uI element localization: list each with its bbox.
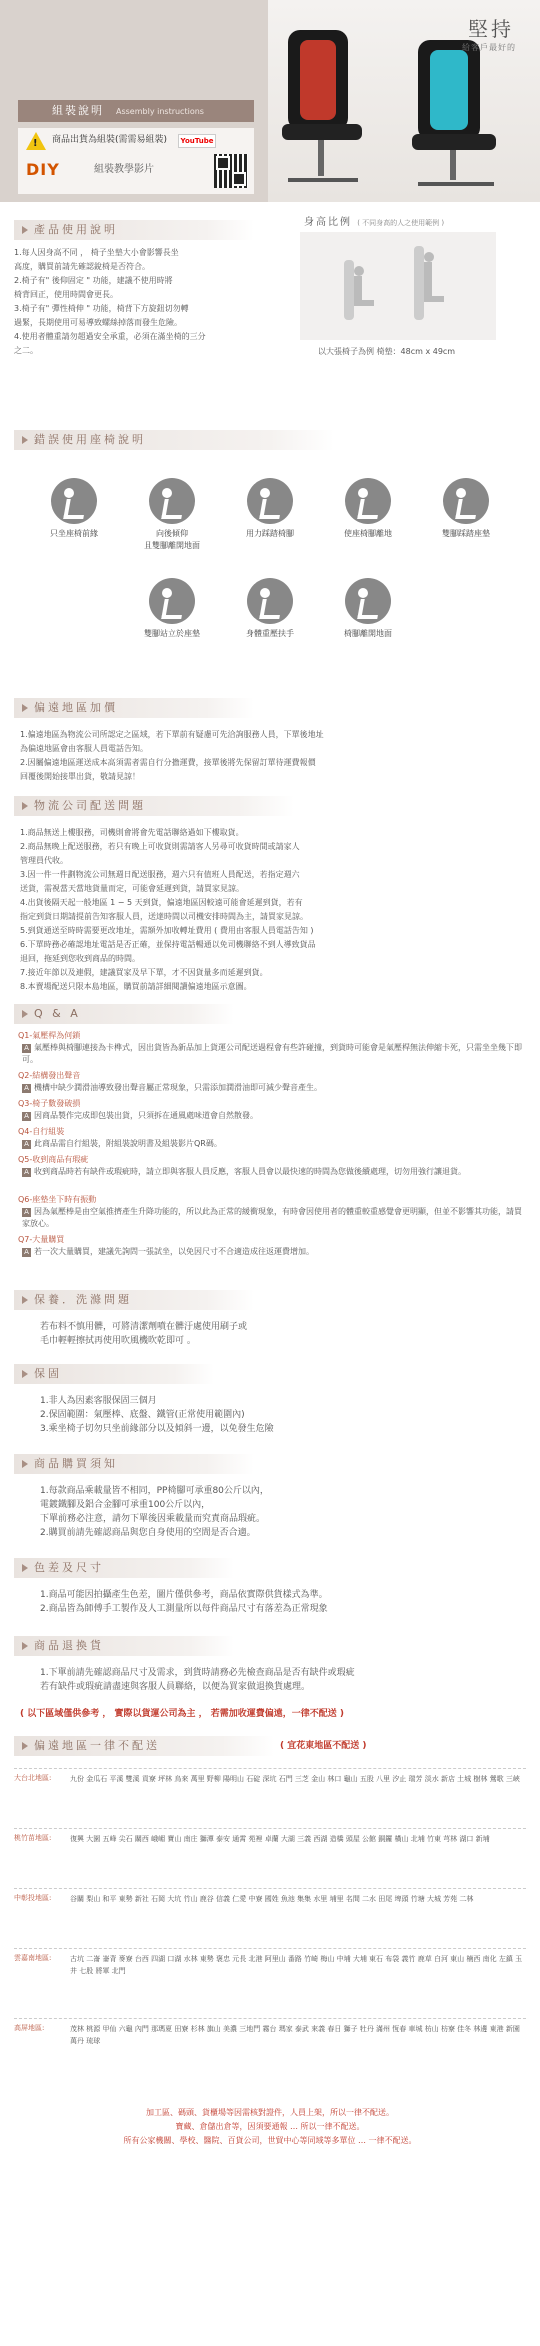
bottom-notes: 加工區、碼頭、貨櫃場等因需核對證件，人員上架，所以一律不配送。 寶藏、倉儲出倉等，因須要通報 … 所以一律不配送。 所有公家機關、學校、醫院、百貨公司，世貿中心等同域等多單位 … 一律不配送。 [123,2108,417,2145]
posture-icon [51,478,97,524]
wrong-usage-header: 錯誤使用座椅說明 [14,430,334,450]
posture-item-6: 雙腳站立於座墊 [136,578,208,640]
qa-question-1: Q1-氣壓桿為何鎖 [18,1031,81,1040]
remote-surcharge-header: 偏遠地區加價 [14,698,254,718]
returns-list: 1.下單前請先確認商品尺寸及需求，到貨時請務必先檢查商品是否有缺件或瑕疵 若有缺件或瑕疵請盡速與客服人員聯絡，以便為買家做退換貨處理。 [40,1668,355,1692]
qa-header: Q & A [14,1004,234,1024]
qa-answer-3: A 因商品製作完成即包裝出貨，只須拆在通風處味道會自然散發。 [22,1110,522,1122]
care-text: 若布料不慎用髒，可將清潔劑噴在髒汙處使用刷子或 毛巾輕輕擦拭再使用吹風機吹乾即可 。 [40,1322,248,1346]
qa-question-7: Q7-大量購買 [18,1235,65,1244]
area-row-1: 大台北地區: 九份 金瓜石 平溪 雙溪 貢寮 坪林 烏來 萬里 野柳 陽明山 石碇 深坑 石門 三芝 金山 林口 龜山 五股 八里 汐止 瑞芳 淡水 新店 土城 樹林 鶯歌 三峽 [14,1768,526,1824]
warranty-list: 1.非人為因素客服保固三個月 2.保固範圍：氣壓棒、底盤、鐵管(正常使用範圍內) 3.乘坐椅子切勿只坐前緣部分以及傾斜一邊，以免發生危險 [40,1396,274,1434]
purchase-list: 1.每款商品乘載量皆不相同，PP椅腳可承重80公斤以內， 電鍍鐵腳及鋁合金腳可承重100公斤以內， 下單前務必注意，請勿下單後因乘載量而究責商品瑕疵。 2.購買前請先確認商品與您自身使用的空間是否合適。 [40,1486,269,1538]
delivery-notice: ( 以下區域僅供參考 ， 實際以貨運公司為主 ， 若需加收運費偏遠，一律不配送 ) [20,1709,345,1719]
posture-item-7: 身體重壓扶手 [234,578,306,640]
posture-item-1: 只坐座椅前緣 [38,478,110,540]
warranty-header: 保固 [14,1364,214,1384]
body-ratio-figure [300,232,496,340]
posture-item-5: 雙腳踩踏座墊 [430,478,502,540]
assembly-en-label: Assembly instructions [116,107,204,116]
posture-item-2: 向後傾仰 且雙腳離開地面 [136,478,208,552]
returns-header: 商品退換貨 [14,1636,234,1656]
purchase-header: 商品購買須知 [14,1454,254,1474]
qa-answer-5: A 收到商品時若有缺件或瑕疵時，請立即與客服人員反應，客服人員會以最快速的時間為您做後續處理，切勿用強行讓退貨。 [22,1166,522,1178]
logistics-header: 物流公司配送問題 [14,796,294,816]
posture-item-3: 用力踩踏椅腳 [234,478,306,540]
qa-answer-4: A 此商品需自行組裝，附組裝說明書及組裝影片QR碼。 [22,1138,522,1150]
area-row-2: 桃竹苗地區: 復興 大園 五峰 尖石 關西 峨嵋 寶山 南庄 獅潭 泰安 通霄 苑裡 卓蘭 大湖 三義 西湖 造橋 頭屋 公館 銅鑼 橫山 北埔 竹東 芎林 湖口 新埔 [14,1828,526,1884]
usage-section-header: 產品使用說明 [14,220,254,240]
figure-tall [410,246,436,330]
banner-subtitle: 給客戶最好的 [462,43,516,52]
assembly-info-box [18,128,254,194]
qa-question-5: Q5-收到商品有瑕疵 [18,1155,89,1164]
color-size-list: 1.商品可能因拍攝產生色差，圖片僅供參考，商品依實際供貨樣式為準。 2.商品皆為師傅手工製作及人工測量所以每件商品尺寸有落差為正常現象 [40,1590,328,1614]
diy-label: DIY [26,160,60,179]
logistics-list: 1.商品無送上樓服務，司機則會將會先電話聯絡過如下樓取貨。 2.商品無晚上配送服務，若只有晚上可收貨則需請客人另尋可收貨時間或請家人 管理員代收。 3.因一件一件劃物流公司無週日配送服務，週六只有值班人員配送，若指定週六 送貨，需視當天當地貨量而定，可能會延遲到貨，請買家見諒。 4.出貨後隔天起一般地區 1 − 5 天到貨，偏遠地區因較遠可能會延遲到貨，若有 指定到貨日期請提前告知客服人員，送達時間以司機安排時間為主，請買家見諒。 5.到貨通送至時時需要更改地址，需額外加收轉址費用 ( 費用由客服人員電話告知 ) 6.下單時務必確認地址電話是否正確，並保持電話暢通以免司機聯絡不到人導致貨品 退回，拖延到您收到商品的時間。 7.接近年節以及連假，建議買家及早下單，才不因貨量多而延遲到貨。 8.本賣場配送只限本島地區，購買前請詳細閱讀偏遠地區示意圖。 [20,828,316,991]
posture-icon [443,478,489,524]
body-ratio-caption: 以大張椅子為例 椅墊：48cm x 49cm [318,347,456,356]
banner-title: 堅持 [468,17,514,41]
area-row-5: 高屏地區: 茂林 桃源 甲仙 六龜 內門 那瑪夏 田寮 杉林 旗山 美濃 三地門 霧台 瑪家 泰武 來義 春日 獅子 牡丹 滿州 恆春 車城 枋山 枋寮 佳冬 林邊 東港 新園 萬丹 琉球 [14,2018,526,2098]
assembly-header [18,100,254,122]
posture-icon [247,478,293,524]
posture-item-8: 椅腳離開地面 [332,578,404,640]
qa-answer-1: A 氣壓棒與椅腳連接為卡榫式，因出貨皆為新品加上貨運公司配送過程會有些許碰撞，到貨時可能會是氣壓桿無法伸縮卡死，只需坐坐幾下即可。 [22,1043,522,1064]
warning-icon: ! [26,132,46,150]
diy-text: 組裝教學影片 [94,164,154,175]
color-size-header: 色差及尺寸 [14,1558,234,1578]
body-ratio-title: 身高比例 ( 不同身高的人之使用範例 ) [304,217,445,228]
posture-item-4: 使座椅腳離地 [332,478,404,540]
usage-list: 1.每人因身高不同 ， 椅子坐墊大小會影響長坐 高度，購買前請先確認銳椅是否符合。 2.椅子有" 後仰固定 " 功能，建議不使用時將 椅背回正，使用時間會更長。 3.椅子有" 彈性椅伸 " 功能，椅背下方旋鈕切勿轉 過緊，長期使用可易導致螺絲掉落而發生危險。 4.使用者體重請勿超過安全承重，必須在滿坐椅的三分 之二。 [14,248,206,355]
remote-surcharge-list: 1.偏遠地區為物流公司所認定之區域，若下單前有疑慮可先洽詢服務人員，下單後地址 為偏遠地區會由客服人員電話告知。 2.因屬偏遠地區運送成本高須需者需自行分擔運費，接單後將先保留訂單待運費報價 回覆後開始接單出貨，敬請見諒！ [20,730,324,781]
qa-answer-7: A 若一次大量購買，建議先詢問一張試坐，以免因尺寸不合適造成往返運費增加。 [22,1246,522,1258]
qr-code[interactable] [214,154,248,188]
no-delivery-header: 偏遠地區一律不配送 [14,1736,274,1756]
care-header: 保養．洗滌問題 [14,1290,254,1310]
posture-icon [345,578,391,624]
figure-small [340,260,366,330]
area-row-4: 雲嘉南地區: 古坑 二崙 崙背 麥寮 台西 四湖 口湖 水林 東勢 褒忠 元長 北港 阿里山 番路 竹崎 梅山 中埔 大埔 東石 布袋 義竹 鹿草 白河 東山 楠西 南化 左鎮 玉井 七股 將軍 北門 [14,1948,526,2014]
assembly-label: 組裝說明 [52,104,104,117]
qa-answer-6: A 因為氣壓棒是由空氣推擠產生升降功能的，所以此為正常的緩衝現象，有時會因使用者的體重較重感覺會更明顯，但並不影響其功能，請買家放心。 [22,1207,522,1228]
posture-icon [247,578,293,624]
qa-question-3: Q3-椅子數發破損 [18,1099,81,1108]
posture-icon [149,478,195,524]
posture-icon [149,578,195,624]
qa-question-2: Q2-結構發出聲音 [18,1071,81,1080]
qa-question-4: Q4-自行組裝 [18,1127,65,1136]
assembly-warning-text: 商品出貨為組裝(需需易組裝) [52,135,168,145]
banner [0,0,540,202]
qa-answer-2: A 機構中缺少潤滑油導致發出聲音屬正常現象，只需添加潤滑油即可減少聲音產生。 [22,1082,522,1094]
posture-icon [345,478,391,524]
youtube-logo[interactable]: YouTube [178,134,216,148]
qa-question-6: Q6-座墊坐下時有振動 [18,1195,97,1204]
area-row-3: 中彰投地區: 谷關 梨山 和平 東勢 新社 石岡 大坑 竹山 鹿谷 信義 仁愛 中寮 國姓 魚池 集集 水里 埔里 名間 二水 田尾 埤頭 竹塘 大城 芳苑 二林 [14,1888,526,1944]
no-delivery-subtitle: ( 宜花東地區不配送 ) [280,1741,367,1751]
